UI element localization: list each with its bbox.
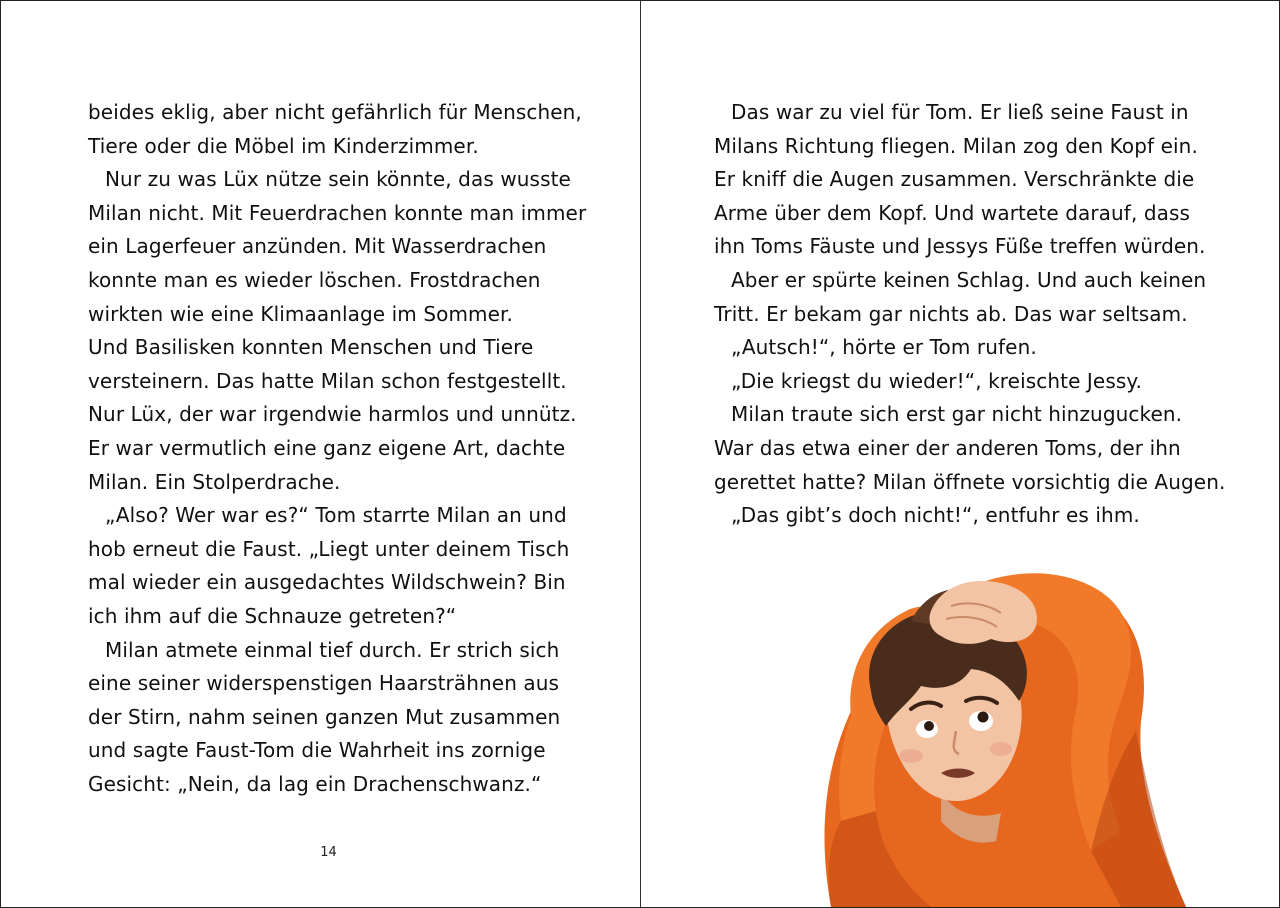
left-page-text — [88, 96, 588, 801]
left-text-line: wirkten wie eine Klimaanlage im Sommer. — [88, 301, 513, 326]
right-text-line: Das war zu viel für Tom. Er ließ seine Faust in — [731, 100, 1189, 124]
right-text-line: ihn Toms Fäuste und Jessys Füße treffen würden. — [714, 234, 1206, 259]
right-text-line: War das etwa einer der anderen Toms, der ihn — [714, 435, 1181, 460]
right-page — [641, 1, 1279, 907]
right-text-line: Tritt. Er bekam gar nichts ab. Das war seltsam. — [714, 301, 1188, 326]
left-text-line: eine seiner widerspenstigen Haarsträhnen aus — [88, 671, 560, 696]
right-text-line: Aber er spürte keinen Schlag. Und auch keinen — [731, 267, 1207, 292]
left-text-line: Gesicht: „Nein, da lag ein Drachenschwanz.“ — [88, 771, 542, 796]
boy-covering-head-icon — [791, 551, 1221, 907]
left-text-line: Milan nicht. Mit Feuerdrachen konnte man immer — [88, 200, 587, 225]
right-text-line: Er kniff die Augen zusammen. Verschränkte die — [714, 167, 1195, 192]
left-text-line: versteinern. Das hatte Milan schon festgestellt. — [88, 368, 567, 393]
left-text-line: ein Lagerfeuer anzünden. Mit Wasserdrachen — [88, 234, 547, 259]
left-text-line: Milan atmete einmal tief durch. Er strich sich — [105, 637, 560, 662]
left-text-line: Und Basilisken konnten Menschen und Tiere — [88, 335, 534, 360]
left-text-line: konnte man es wieder löschen. Frostdrachen — [88, 267, 541, 292]
left-text-line: Nur zu was Lüx nütze sein könnte, das wusste — [105, 167, 571, 192]
page-number: 14 — [320, 845, 337, 860]
left-text-line: beides eklig, aber nicht gefährlich für Menschen, — [88, 100, 582, 124]
right-text-line: „Autsch!“, hörte er Tom rufen. — [731, 335, 1037, 360]
left-text-line: Tiere oder die Möbel im Kinderzimmer. — [88, 133, 479, 158]
right-text-line: Milans Richtung fliegen. Milan zog den Kopf ein. — [714, 133, 1198, 158]
right-text-line: Milan traute sich erst gar nicht hinzugucken. — [731, 402, 1183, 427]
right-text-line: „Die kriegst du wieder!“, kreischte Jessy. — [731, 368, 1142, 393]
left-text-line: ich ihm auf die Schnauze getreten?“ — [88, 603, 457, 628]
left-text-line: Er war vermutlich eine ganz eigene Art, dachte — [88, 435, 566, 460]
left-text-line: mal wieder ein ausgedachtes Wildschwein? Bin — [88, 570, 566, 595]
left-text-line: und sagte Faust-Tom die Wahrheit ins zornige — [88, 738, 546, 763]
left-text-line: „Also? Wer war es?“ Tom starrte Milan an und — [105, 503, 567, 528]
left-text-line: Nur Lüx, der war irgendwie harmlos und unnütz. — [88, 402, 577, 427]
left-text-line: der Stirn, nahm seinen ganzen Mut zusammen — [88, 704, 561, 729]
left-page — [1, 1, 641, 907]
left-text-line: Milan. Ein Stolperdrache. — [88, 469, 341, 494]
right-page-text — [714, 96, 1234, 533]
right-text-line: „Das gibt’s doch nicht!“, entfuhr es ihm. — [731, 503, 1140, 528]
right-text-line: Arme über dem Kopf. Und wartete darauf, dass — [714, 200, 1191, 225]
right-text-line: gerettet hatte? Milan öffnete vorsichtig die Augen. — [714, 469, 1226, 494]
left-text-line: hob erneut die Faust. „Liegt unter deinem Tisch — [88, 536, 570, 561]
